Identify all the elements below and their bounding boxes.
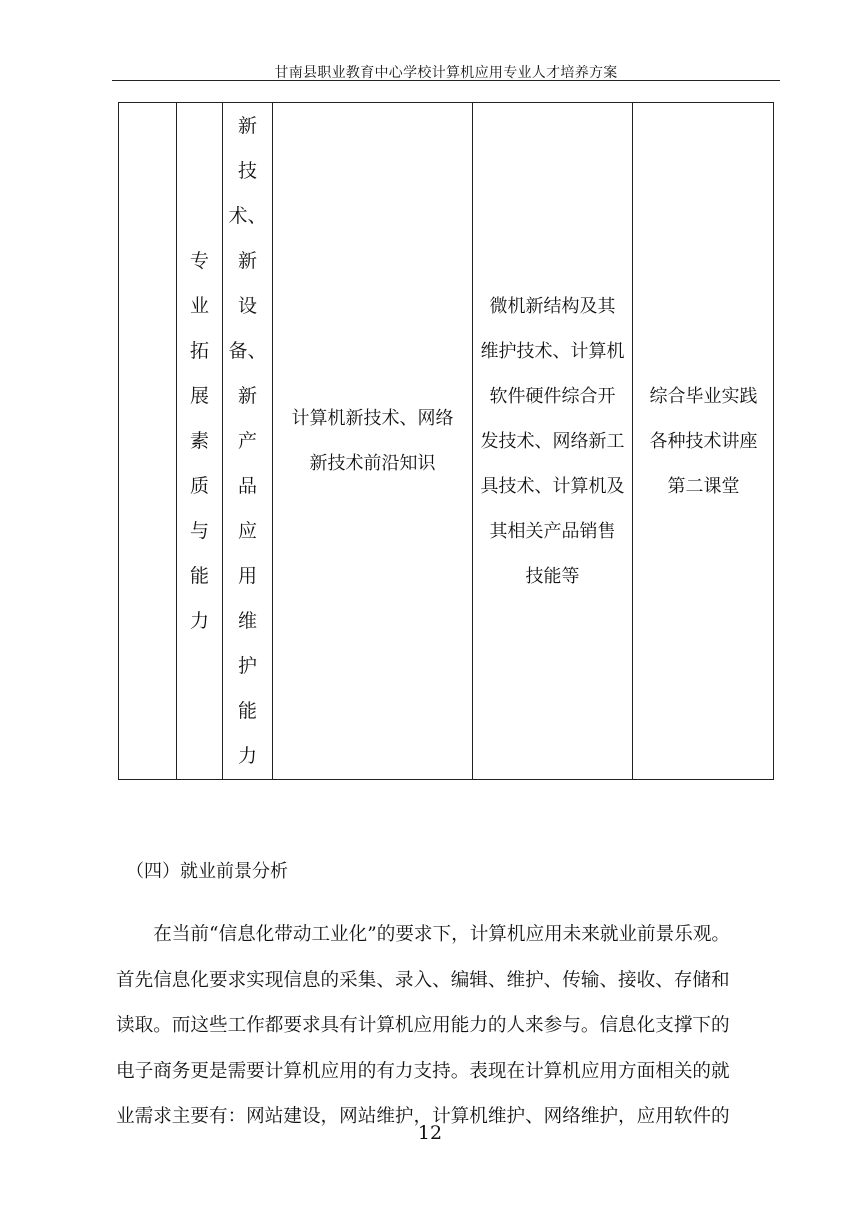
vertical-char: 用 [237, 564, 257, 587]
vertical-char: 与 [189, 519, 209, 542]
vertical-char: 质 [189, 474, 209, 497]
section-heading: （四）就业前景分析 [126, 861, 288, 882]
vertical-char: 力 [237, 744, 257, 767]
table-cell-category [176, 102, 222, 780]
table-cell-knowledge [272, 102, 472, 780]
vertical-char: 力 [189, 609, 209, 632]
ability-vertical-text [228, 104, 266, 779]
vertical-char: 品 [237, 474, 257, 497]
vertical-char: 业 [189, 294, 209, 317]
table-cell-skills [472, 102, 632, 780]
table-cell-practice [632, 102, 774, 780]
vertical-char: 备、 [228, 339, 267, 362]
vertical-char: 维 [237, 609, 257, 632]
vertical-char: 产 [237, 429, 257, 452]
knowledge-text: 计算机新技术、网络 新技术前沿知识 [291, 408, 454, 474]
page-number: 12 [417, 1122, 443, 1144]
vertical-char: 新 [237, 249, 257, 272]
curriculum-table [118, 102, 774, 780]
category-vertical-text [190, 239, 209, 644]
vertical-char: 护 [237, 654, 257, 677]
header-rule [112, 80, 780, 81]
body-paragraph: 在当前“信息化带动工业化”的要求下，计算机应用未来就业前景乐观。 首先信息化要求实现信息的采集、录入、编辑、维护、传输、接收、存储和 读取。而这些工作都要求具有计算机应用能力的人来参与。信息化支撑下的 电子商务更是需要计算机应用的有力支持。表现在计算机应用方面相关的就 业需求主要有：网站建设，网站维护，计算机维护、网络维护，应用软件的 [116, 924, 731, 1128]
vertical-char: 展 [189, 384, 209, 407]
vertical-char: 术、 [228, 204, 267, 227]
practice-text: 综合毕业实践 各种技术讲座 第二课堂 [649, 385, 758, 497]
vertical-char: 能 [189, 564, 209, 587]
vertical-char: 新 [237, 114, 257, 137]
vertical-char: 专 [189, 249, 209, 272]
vertical-char: 拓 [189, 339, 209, 362]
table-cell-blank [118, 102, 176, 780]
header-title: 甘南县职业教育中心学校计算机应用专业人才培养方案 [274, 65, 618, 81]
vertical-char: 技 [237, 159, 257, 182]
vertical-char: 新 [237, 384, 257, 407]
skills-text: 微机新结构及其 维护技术、计算机 软件硬件综合开 发技术、网络新工 具技术、计算机及 其相关产品销售 技能等 [480, 295, 625, 587]
vertical-char: 能 [237, 699, 257, 722]
vertical-char: 素 [189, 429, 209, 452]
vertical-char: 应 [237, 519, 257, 542]
vertical-char: 设 [237, 294, 257, 317]
table-cell-ability [222, 102, 272, 780]
